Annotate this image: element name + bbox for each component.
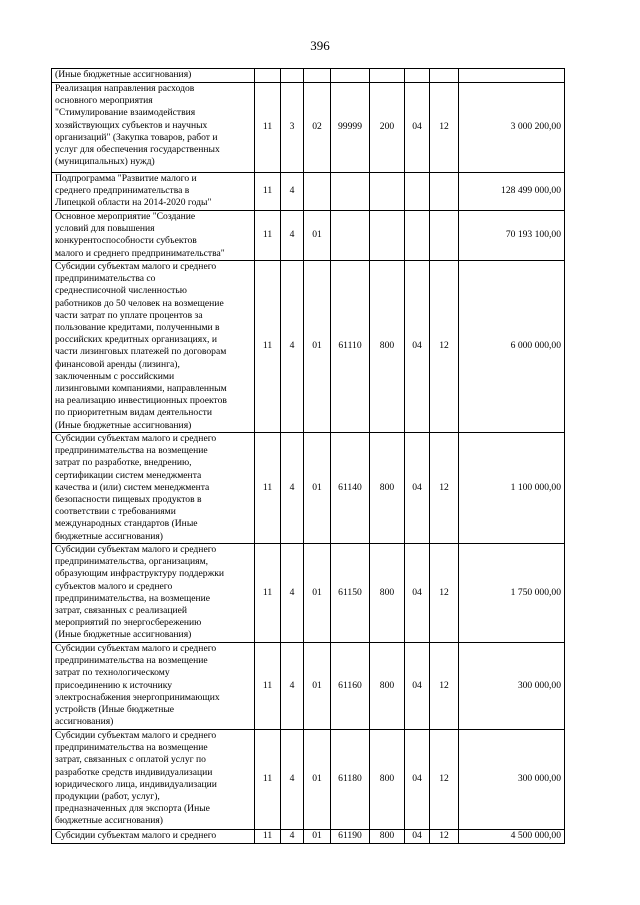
- direction-code-cell: [331, 69, 370, 83]
- amount-cell: 4 500 000,00: [459, 830, 565, 844]
- direction-code-cell: 61190: [331, 830, 370, 844]
- section-code-cell: [255, 69, 281, 83]
- row-name-cell: (Иные бюджетные ассигнования): [52, 69, 255, 83]
- measure-code-cell: 01: [304, 433, 331, 544]
- chapter-code-cell: [405, 211, 430, 261]
- amount-cell: 3 000 200,00: [459, 83, 565, 173]
- table-row: [52, 730, 565, 830]
- section-code-cell: 11: [255, 830, 281, 844]
- subchapter-code-cell: 12: [430, 643, 459, 730]
- amount-cell: 70 193 100,00: [459, 211, 565, 261]
- subprogram-code-cell: 4: [281, 643, 304, 730]
- section-code-cell: 11: [255, 261, 281, 433]
- chapter-code-cell: 04: [405, 433, 430, 544]
- table-row: [52, 261, 565, 433]
- expense-type-cell: 200: [370, 83, 405, 173]
- subchapter-code-cell: 12: [430, 83, 459, 173]
- measure-code-cell: 01: [304, 544, 331, 643]
- chapter-code-cell: [405, 173, 430, 211]
- table-row: [52, 433, 565, 544]
- table-row: [52, 83, 565, 173]
- measure-code-cell: 02: [304, 83, 331, 173]
- chapter-code-cell: 04: [405, 544, 430, 643]
- measure-code-cell: [304, 173, 331, 211]
- direction-code-cell: 61160: [331, 643, 370, 730]
- direction-code-cell: 61180: [331, 730, 370, 830]
- expense-type-cell: [370, 211, 405, 261]
- expense-type-cell: 800: [370, 730, 405, 830]
- measure-code-cell: 01: [304, 261, 331, 433]
- subchapter-code-cell: 12: [430, 544, 459, 643]
- section-code-cell: 11: [255, 730, 281, 830]
- budget-table: [51, 68, 565, 844]
- direction-code-cell: 61140: [331, 433, 370, 544]
- table-row: [52, 830, 565, 844]
- section-code-cell: 11: [255, 211, 281, 261]
- row-name-cell: Основное мероприятие "Создание условий для повышения конкурентоспособности субъектов малого и среднего предпринимательства": [52, 211, 255, 261]
- subchapter-code-cell: [430, 211, 459, 261]
- direction-code-cell: 99999: [331, 83, 370, 173]
- subchapter-code-cell: 12: [430, 730, 459, 830]
- measure-code-cell: 01: [304, 211, 331, 261]
- measure-code-cell: 01: [304, 830, 331, 844]
- table-row: [52, 173, 565, 211]
- table-row: [52, 544, 565, 643]
- measure-code-cell: [304, 69, 331, 83]
- row-name-cell: Субсидии субъектам малого и среднего: [52, 830, 255, 844]
- measure-code-cell: 01: [304, 643, 331, 730]
- amount-cell: 300 000,00: [459, 643, 565, 730]
- expense-type-cell: [370, 173, 405, 211]
- expense-type-cell: [370, 69, 405, 83]
- chapter-code-cell: 04: [405, 261, 430, 433]
- chapter-code-cell: [405, 69, 430, 83]
- chapter-code-cell: 04: [405, 830, 430, 844]
- row-name-cell: Субсидии субъектам малого и среднего предпринимательства со среднесписочной численностью работников до 50 человек на возмещение части затрат по уплате процентов за пользование кредитами, полученными в российских кредитных организациях, и части лизинговых платежей по договорам финансовой аренды (лизинга), заключенным с российскими лизинговыми компаниями, направленным на реализацию инвестиционных проектов по приоритетным видам деятельности (Иные бюджетные ассигнования): [52, 261, 255, 433]
- section-code-cell: 11: [255, 544, 281, 643]
- subchapter-code-cell: 12: [430, 261, 459, 433]
- chapter-code-cell: 04: [405, 730, 430, 830]
- subprogram-code-cell: 4: [281, 544, 304, 643]
- subprogram-code-cell: 4: [281, 830, 304, 844]
- row-name-cell: Субсидии субъектам малого и среднего предпринимательства, организациям, образующим инфраструктуру поддержки субъектов малого и среднего предпринимательства, на возмещение затрат, связанных с реализацией мероприятий по энергосбережению (Иные бюджетные ассигнования): [52, 544, 255, 643]
- page-number: 396: [310, 38, 330, 53]
- table-row: [52, 643, 565, 730]
- section-code-cell: 11: [255, 433, 281, 544]
- row-name-cell: Субсидии субъектам малого и среднего предпринимательства на возмещение затрат по технологическому присоединению к источнику электроснабжения энергопринимающих устройств (Иные бюджетные ассигнования): [52, 643, 255, 730]
- chapter-code-cell: 04: [405, 83, 430, 173]
- subprogram-code-cell: 4: [281, 730, 304, 830]
- section-code-cell: 11: [255, 83, 281, 173]
- measure-code-cell: 01: [304, 730, 331, 830]
- subchapter-code-cell: 12: [430, 830, 459, 844]
- subprogram-code-cell: 4: [281, 433, 304, 544]
- direction-code-cell: [331, 173, 370, 211]
- amount-cell: 300 000,00: [459, 730, 565, 830]
- subprogram-code-cell: 4: [281, 211, 304, 261]
- direction-code-cell: [331, 211, 370, 261]
- direction-code-cell: 61110: [331, 261, 370, 433]
- expense-type-cell: 800: [370, 830, 405, 844]
- amount-cell: 128 499 000,00: [459, 173, 565, 211]
- subprogram-code-cell: [281, 69, 304, 83]
- subprogram-code-cell: 3: [281, 83, 304, 173]
- direction-code-cell: 61150: [331, 544, 370, 643]
- expense-type-cell: 800: [370, 261, 405, 433]
- row-name-cell: Субсидии субъектам малого и среднего предпринимательства на возмещение затрат, связанных с оплатой услуг по разработке средств индивидуализации юридического лица, индивидуализации продукции (работ, услуг), предназначенных для экспорта (Иные бюджетные ассигнования): [52, 730, 255, 830]
- subprogram-code-cell: 4: [281, 261, 304, 433]
- section-code-cell: 11: [255, 173, 281, 211]
- table-row: [52, 69, 565, 83]
- amount-cell: 1 750 000,00: [459, 544, 565, 643]
- table-row: [52, 211, 565, 261]
- amount-cell: [459, 69, 565, 83]
- row-name-cell: Реализация направления расходов основного мероприятия "Стимулирование взаимодействия хозяйствующих субъектов и научных организаций" (Закупка товаров, работ и услуг для обеспечения государственных (муниципальных) нужд): [52, 83, 255, 173]
- chapter-code-cell: 04: [405, 643, 430, 730]
- expense-type-cell: 800: [370, 544, 405, 643]
- subprogram-code-cell: 4: [281, 173, 304, 211]
- expense-type-cell: 800: [370, 433, 405, 544]
- subchapter-code-cell: [430, 69, 459, 83]
- amount-cell: 6 000 000,00: [459, 261, 565, 433]
- section-code-cell: 11: [255, 643, 281, 730]
- row-name-cell: Подпрограмма "Развитие малого и среднего предпринимательства в Липецкой области на 2014-2020 годы": [52, 173, 255, 211]
- subchapter-code-cell: [430, 173, 459, 211]
- row-name-cell: Субсидии субъектам малого и среднего предпринимательства на возмещение затрат по разработке, внедрению, сертификации систем менеджмента качества и (или) систем менеджмента безопасности пищевых продуктов в соответствии с требованиями международных стандартов (Иные бюджетные ассигнования): [52, 433, 255, 544]
- amount-cell: 1 100 000,00: [459, 433, 565, 544]
- expense-type-cell: 800: [370, 643, 405, 730]
- subchapter-code-cell: 12: [430, 433, 459, 544]
